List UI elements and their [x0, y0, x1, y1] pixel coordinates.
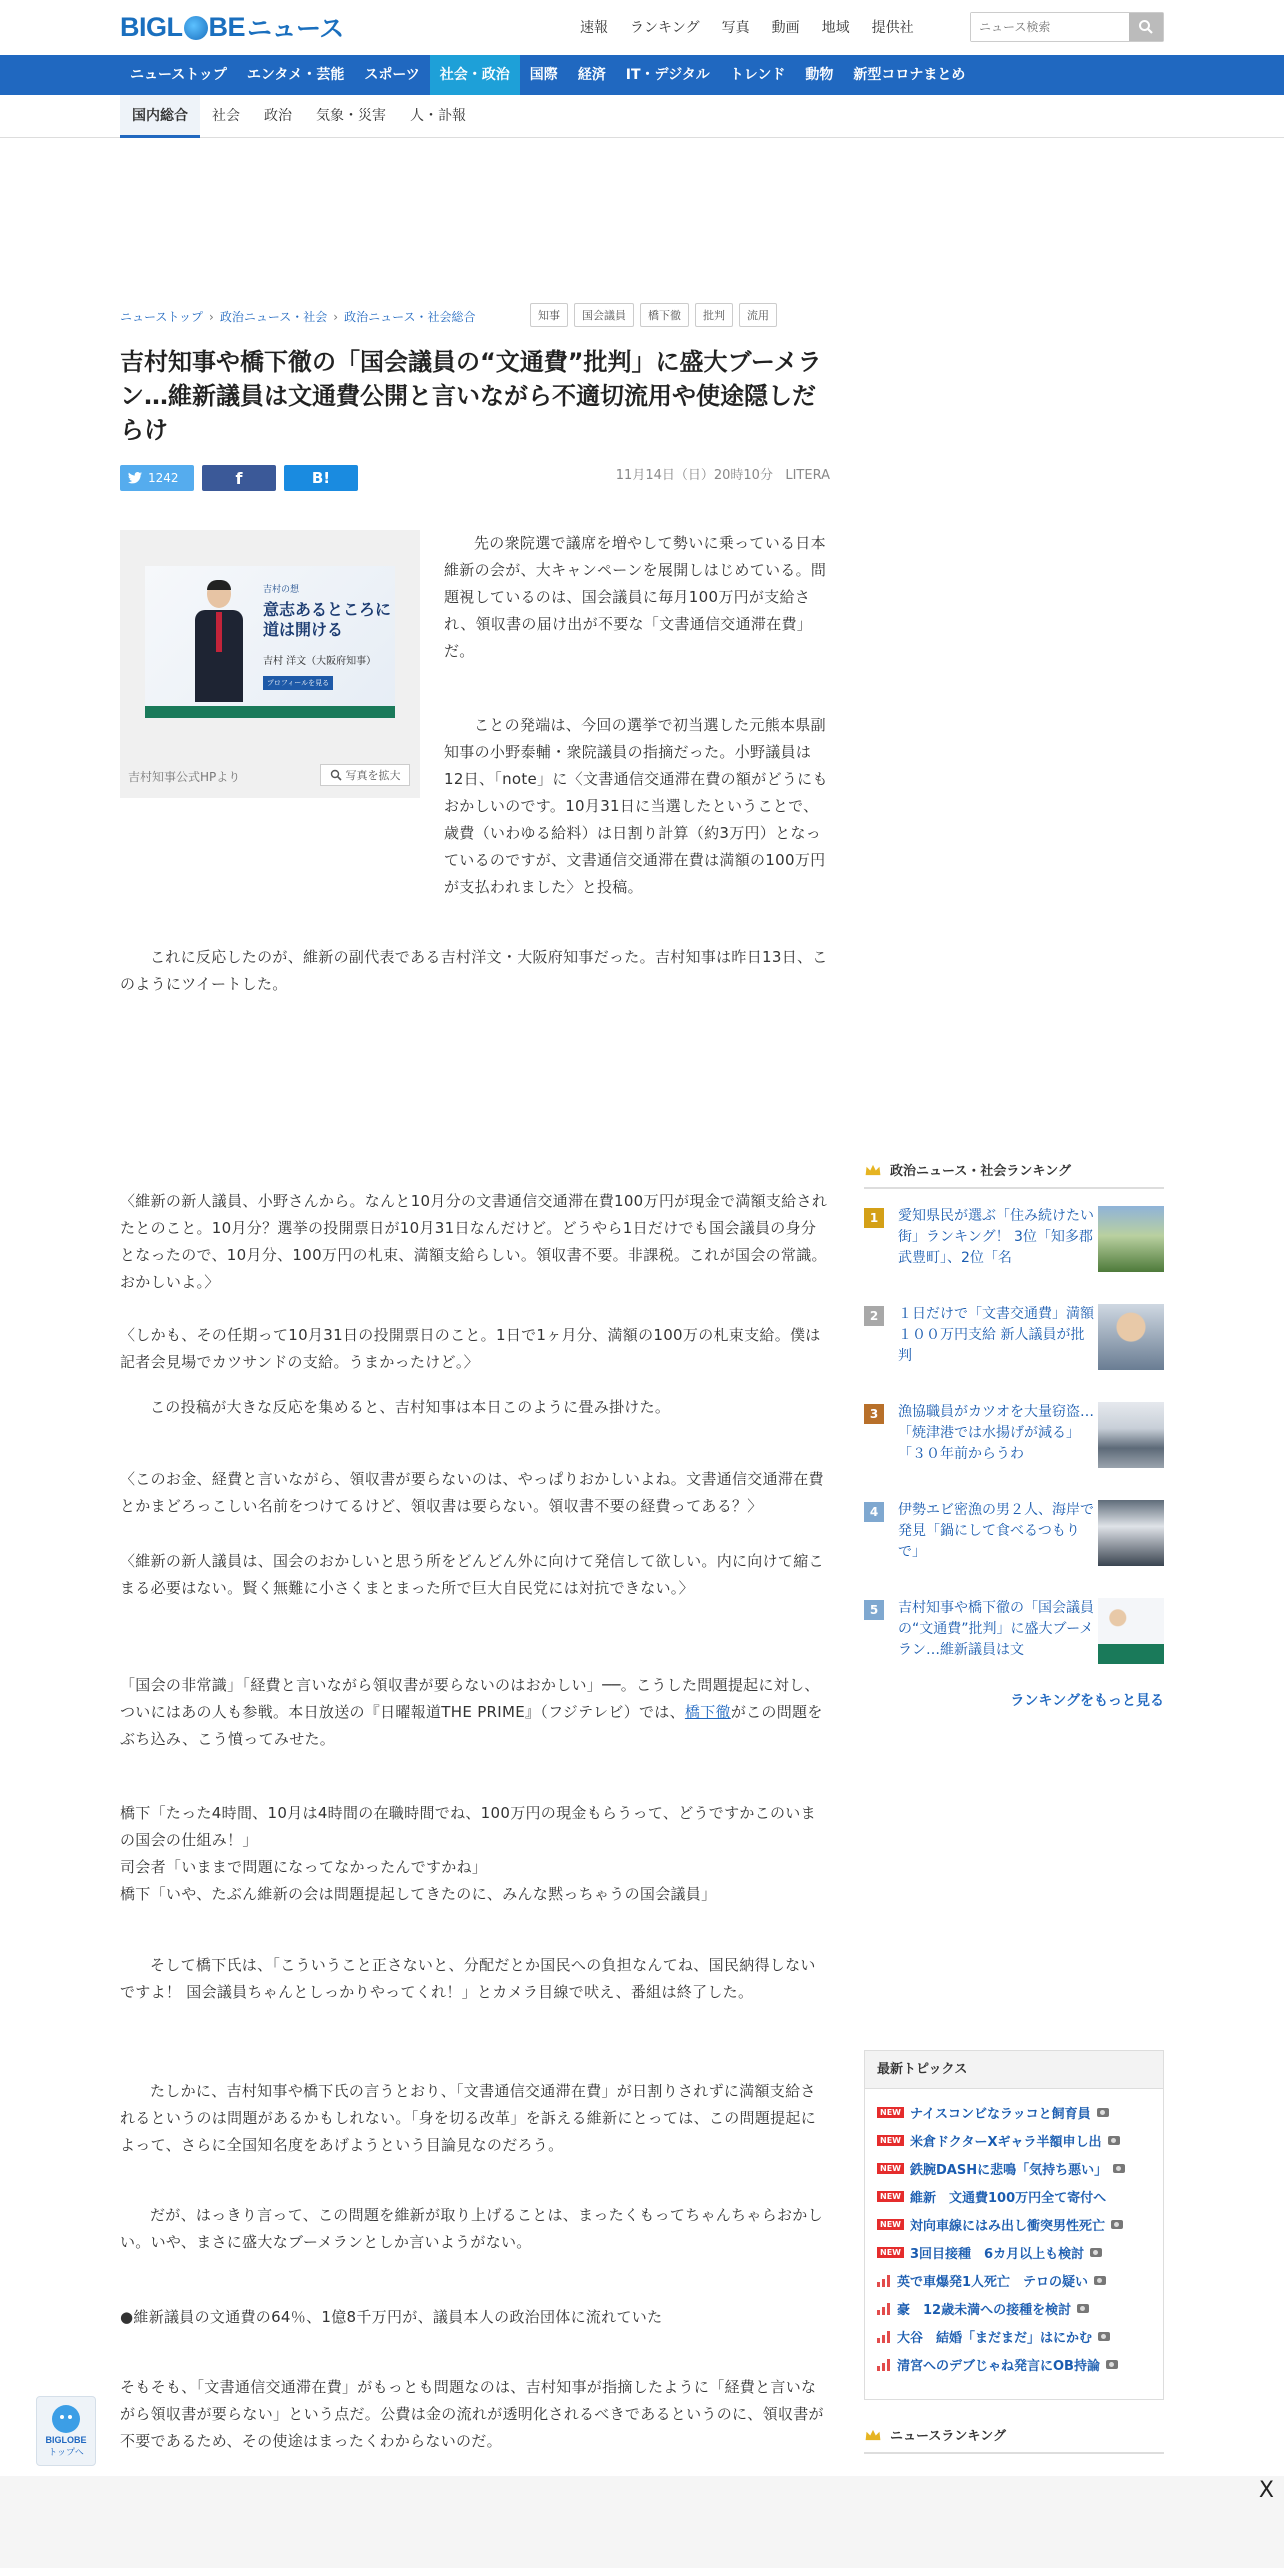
rank-number: 4: [864, 1502, 884, 1522]
article-meta: [580, 464, 830, 483]
camera-icon: [1108, 2136, 1120, 2145]
figure-profile-button: プロフィールを見る: [263, 676, 333, 690]
article-date: 11月14日（日）20時10分: [615, 468, 773, 483]
trending-bars-icon: [877, 2359, 891, 2371]
twitter-icon: [128, 472, 142, 484]
topic-item[interactable]: NEW 鉄腕DASHに悲鳴「気持ち悪い」: [877, 2159, 1125, 2178]
figure-caption: 吉村知事公式HPより: [128, 770, 241, 784]
twitter-share-button[interactable]: [120, 465, 194, 491]
article-paragraph: そして橋下氏は、「こういうこと正さないと、分配だとか国民への負担なんてね、国民納得しないですよ！ 国会議員ちゃんとしっかりやってくれ！」とカメラ目線で吠え、番組は終了した。: [120, 1956, 816, 2001]
article-paragraph: ことの発端は、今回の選挙で初当選した元熊本県副知事の小野泰輔・衆院議員の指摘だった。小野議員は12日、「note」に〈文書通信交通滞在費の額がどうにもおかしいのです。10月31日に当選したということで、歳費（いわゆる給料）は日割り計算（約3万円）となっているのですが、文書通信交通滞在費は満額の100万円が支払われました〉と投稿。: [444, 716, 828, 896]
new-badge: NEW: [877, 2219, 904, 2230]
search-input[interactable]: [971, 13, 1129, 41]
article-paragraph: 橋下「たった4時間、10月は4時間の在職時間でね、100万円の現金もらうって、どうですかこのいまの国会の仕組み！」: [120, 1804, 816, 1849]
rank-number: 1: [864, 1208, 884, 1228]
topnav-breaking[interactable]: 速報: [580, 20, 608, 36]
camera-icon: [1111, 2220, 1123, 2229]
camera-icon: [1098, 2332, 1110, 2341]
news-ranking-header: ニュースランキング: [864, 2425, 1164, 2454]
tag-misuse[interactable]: 流用: [739, 303, 777, 327]
latest-topics-box: [864, 2050, 1164, 2400]
share-buttons: [120, 465, 358, 491]
trending-bars-icon: [877, 2303, 891, 2315]
logo-news-text: ニュース: [247, 14, 344, 43]
biglobe-mascot-icon: [52, 2405, 80, 2433]
hatena-bookmark-button[interactable]: [284, 465, 358, 491]
latest-topics-title: 最新トピックス: [865, 2051, 1163, 2089]
trending-bars-icon: [877, 2331, 891, 2343]
ranking-item-title: １日だけで「文書交通費」満額１００万円支給 新人議員が批判: [898, 1306, 1094, 1364]
camera-icon: [1094, 2276, 1106, 2285]
mainnav-covid[interactable]: 新型コロナまとめ: [853, 67, 966, 83]
ranking-item[interactable]: [864, 1598, 1164, 1666]
facebook-share-button[interactable]: [202, 465, 276, 491]
rank-number: 5: [864, 1600, 884, 1620]
twitter-share-count: 1242: [148, 471, 179, 485]
subnav-weather-disaster[interactable]: 気象・災害: [316, 108, 386, 124]
crown-icon: [864, 2429, 882, 2441]
logo-text-a: BIGL: [120, 11, 183, 42]
ranking-thumbnail: [1098, 1304, 1164, 1370]
article-paragraph: たしかに、吉村知事や橋下氏の言うとおり、「文書通信交通滞在費」が日割りされずに満額支給されるというのは問題があるかもしれない。「身を切る改革」を訴える維新にとっては、この問題提起によって、さらに全国知名度をあげようという目論見なのだろう。: [120, 2082, 817, 2154]
chevron-right-icon: ›: [209, 309, 214, 324]
subnav-domestic[interactable]: 国内総合: [120, 95, 200, 138]
article-paragraph: 橋下「いや、たぶん維新の会は問題提起してきたのに、みんな黙っちゃうの国会議員」: [120, 1885, 717, 1903]
sub-nav: [0, 95, 1284, 138]
close-ad-button[interactable]: X: [1258, 2478, 1274, 2503]
camera-icon: [1113, 2164, 1125, 2173]
topic-item[interactable]: 豪 12歳未満への接種を検討: [877, 2299, 1089, 2318]
new-badge: NEW: [877, 2247, 904, 2258]
mainnav-entertainment[interactable]: エンタメ・芸能: [246, 67, 345, 83]
topic-item[interactable]: 大谷 結婚「まだまだ」はにかむ: [877, 2327, 1110, 2346]
ranking-thumbnail: [1098, 1402, 1164, 1468]
new-badge: NEW: [877, 2107, 904, 2118]
hatena-icon: B!: [311, 469, 331, 487]
topnav-photo[interactable]: 写真: [721, 20, 750, 36]
breadcrumb-news-top[interactable]: ニューストップ: [120, 310, 204, 324]
mainnav-top[interactable]: ニューストップ: [130, 67, 227, 83]
politics-ranking-header: 政治ニュース・社会ランキング: [864, 1160, 1164, 1189]
topic-item[interactable]: NEW 維新 文通費100万円全て寄付へ: [877, 2187, 1106, 2206]
mainnav-international[interactable]: 国際: [529, 67, 558, 83]
article-paragraph: 「国会の非常識」「経費と言いながら領収書が要らないのはおかしい」──。こうした問題提起に対し、ついにはあの人も参戦。本日放送の『日曜報道THE PRIME』（フジテレビ）では、橋下徹がこの問題をぶち込み、こう憤ってみせた。: [120, 1676, 823, 1748]
hashimoto-link[interactable]: 橋下徹: [684, 1703, 731, 1721]
topic-item[interactable]: NEW 米倉ドクターXギャラ半額申し出: [877, 2131, 1120, 2150]
ranking-item-title: 伊勢エビ密漁の男２人、海岸で発見「鍋にして食べるつもりで」: [898, 1502, 1094, 1560]
site-header: [0, 0, 1284, 54]
topic-item[interactable]: 清宮へのデブじゃね発言にOB持論: [877, 2355, 1118, 2374]
ranking-thumbnail: [1098, 1598, 1164, 1664]
article-figure: [120, 530, 420, 798]
search-box: [970, 12, 1164, 42]
subnav-people-obituary[interactable]: 人・訃報: [410, 108, 466, 124]
ranking-item[interactable]: [864, 1402, 1164, 1470]
article-paragraph: そもそも、「文書通信交通滞在費」がもっとも問題なのは、吉村知事が指摘したように「経費と言いながら領収書が要らない」という点だ。公費は金の流れが透明化されるべきであるというのに、領収書が不要であるため、その使途はまったくわからないのだ。: [120, 2378, 824, 2450]
figure-headline: 意志あるところに 道は開ける: [263, 600, 392, 639]
camera-icon: [1077, 2304, 1089, 2313]
mainnav-animals[interactable]: 動物: [805, 67, 834, 83]
tag-hashimoto[interactable]: 橋下徹: [640, 303, 689, 327]
main-nav: [0, 55, 1284, 95]
top-nav: [580, 17, 936, 37]
camera-icon: [1090, 2248, 1102, 2257]
ranking-item-title: 愛知県民が選ぶ「住み続けたい街」ランキング！ 3位「知多郡武豊町」、2位「名: [898, 1208, 1094, 1266]
mainnav-society-politics[interactable]: 社会・政治: [430, 55, 520, 95]
yoshimura-photo[interactable]: [145, 566, 395, 718]
breadcrumb-politics-general[interactable]: 政治ニュース・社会総合: [344, 310, 476, 324]
tag-governor[interactable]: 知事: [530, 303, 568, 327]
ranking-more-link[interactable]: ランキングをもっと見る: [1010, 1693, 1164, 1709]
search-icon: [1138, 19, 1154, 35]
article-paragraph: 先の衆院選で議席を増やして勢いに乗っている日本維新の会が、大キャンペーンを展開しはじめている。問題視しているのは、国会議員に毎月100万円が支給され、領収書の届け出が不要な「文書通信交通滞在費」だ。: [444, 534, 827, 660]
crown-icon: [864, 1164, 882, 1176]
figure-name: 吉村 洋文（大阪府知事）: [263, 656, 377, 667]
zoom-photo-button[interactable]: 写真を拡大: [320, 764, 410, 786]
topic-item[interactable]: 英で車爆発1人死亡 テロの疑い: [877, 2271, 1106, 2290]
person-illustration: [195, 580, 241, 700]
breadcrumb: [120, 308, 475, 325]
ranking-item-title: 吉村知事や橋下徹の「国会議員の“文通費”批判」に盛大ブーメラン…維新議員は文: [898, 1600, 1094, 1658]
article-paragraph: これに反応したのが、維新の副代表である吉村洋文・大阪府知事だった。吉村知事は昨日13日、このようにツイートした。: [120, 948, 828, 993]
topic-item[interactable]: NEW ナイスコンビなラッコと飼育員: [877, 2103, 1109, 2122]
ranking-item-title: 漁協職員がカツオを大量窃盗…「焼津港では水揚げが減る」「３０年前からうわ: [898, 1404, 1094, 1462]
mainnav-trend[interactable]: トレンド: [729, 67, 786, 83]
topnav-ranking[interactable]: ランキング: [630, 20, 700, 36]
new-badge: NEW: [877, 2191, 904, 2202]
tag-diet-member[interactable]: 国会議員: [574, 303, 634, 327]
new-badge: NEW: [877, 2163, 904, 2174]
topnav-video[interactable]: 動画: [771, 20, 800, 36]
topic-item[interactable]: NEW 対向車線にはみ出し衝突男性死亡: [877, 2215, 1123, 2234]
new-badge: NEW: [877, 2135, 904, 2146]
magnifier-icon: [330, 769, 342, 781]
article-paragraph: 〈維新の新人議員は、国会のおかしいと思う所をどんどん外に向けて発信して欲しい。内に向けて縮こまる必要はない。賢く無難に小さくまとまった所で巨大自民党には対抗できない。〉: [120, 1552, 824, 1597]
mainnav-it-digital[interactable]: IT・デジタル: [625, 67, 710, 83]
ranking-item[interactable]: [864, 1304, 1164, 1372]
back-to-top-button[interactable]: BIGLOBE トップへ: [36, 2396, 96, 2466]
chevron-right-icon: ›: [333, 309, 339, 324]
topnav-providers[interactable]: 提供社: [871, 20, 914, 36]
article-source[interactable]: LITERA: [785, 468, 830, 483]
facebook-icon: f: [235, 468, 243, 488]
article-paragraph: 〈しかも、その任期って10月31日の投開票日のこと。1日で1ヶ月分、満額の100万の札束支給。僕は記者会見場でカツサンドの支給。うまかったけど。〉: [120, 1326, 821, 1371]
ranking-item[interactable]: [864, 1206, 1164, 1274]
trending-bars-icon: [877, 2275, 891, 2287]
article-subheading: ●維新議員の文通費の64％、1億8千万円が、議員本人の政治団体に流れていた: [120, 2308, 663, 2326]
tag-criticism[interactable]: 批判: [695, 303, 733, 327]
breadcrumb-politics[interactable]: 政治ニュース・社会: [219, 310, 328, 324]
ranking-thumbnail: [1098, 1500, 1164, 1566]
article-title: 吉村知事や橋下徹の「国会議員の“文通費”批判」に盛大ブーメラン…維新議員は文通費公開と言いながら不適切流用や使途隠しだらけ: [120, 348, 822, 444]
logo-text-b: BE: [208, 11, 246, 42]
bottom-ad-bar: [0, 2476, 1284, 2568]
ranking-item[interactable]: [864, 1500, 1164, 1568]
article-paragraph: 〈このお金、経費と言いながら、領収書が要らないのは、やっぱりおかしいよね。文書通信交通滞在費とかまどろっこしい名前をつけてるけど、領収書は要らない。領収書不要の経費ってある？〉: [120, 1470, 824, 1515]
globe-icon: [184, 16, 208, 40]
subnav-society[interactable]: 社会: [212, 108, 240, 124]
subnav-politics[interactable]: 政治: [264, 108, 292, 124]
figure-small-title: 吉村の想: [263, 585, 300, 595]
article-paragraph: だが、はっきり言って、この問題を維新が取り上げることは、まったくもってちゃんちゃらおかしい。いや、まさに盛大なブーメランとしか言いようがない。: [120, 2206, 823, 2251]
camera-icon: [1097, 2108, 1109, 2117]
camera-icon: [1106, 2360, 1118, 2369]
article-paragraph: 〈維新の新人議員、小野さんから。なんと10月分の文書通信交通滞在費100万円が現金で満額支給されたとのこと。10月分？選挙の投開票日が10月31日なんだけど。どうやら1日だけでも国会議員の身分となったので、10月分、100万円の札束、満額支給らしい。領収書不要。非課税。これが国会の常識。おかしいよ。〉: [120, 1192, 828, 1291]
article-paragraph: 司会者「いままで問題になってなかったんですかね」: [120, 1858, 488, 1876]
topnav-region[interactable]: 地域: [821, 20, 850, 36]
tag-list: [530, 303, 777, 327]
search-button[interactable]: [1129, 13, 1163, 41]
rank-number: 3: [864, 1404, 884, 1424]
mainnav-sports[interactable]: スポーツ: [364, 67, 420, 83]
topic-item[interactable]: NEW 3回目接種 6カ月以上も検討: [877, 2243, 1102, 2262]
rank-number: 2: [864, 1306, 884, 1326]
mainnav-economy[interactable]: 経済: [577, 67, 606, 83]
article-paragraph: この投稿が大きな反応を集めると、吉村知事は本日このように畳み掛けた。: [150, 1398, 671, 1416]
biglobe-news-logo[interactable]: [120, 12, 344, 42]
ranking-thumbnail: [1098, 1206, 1164, 1272]
